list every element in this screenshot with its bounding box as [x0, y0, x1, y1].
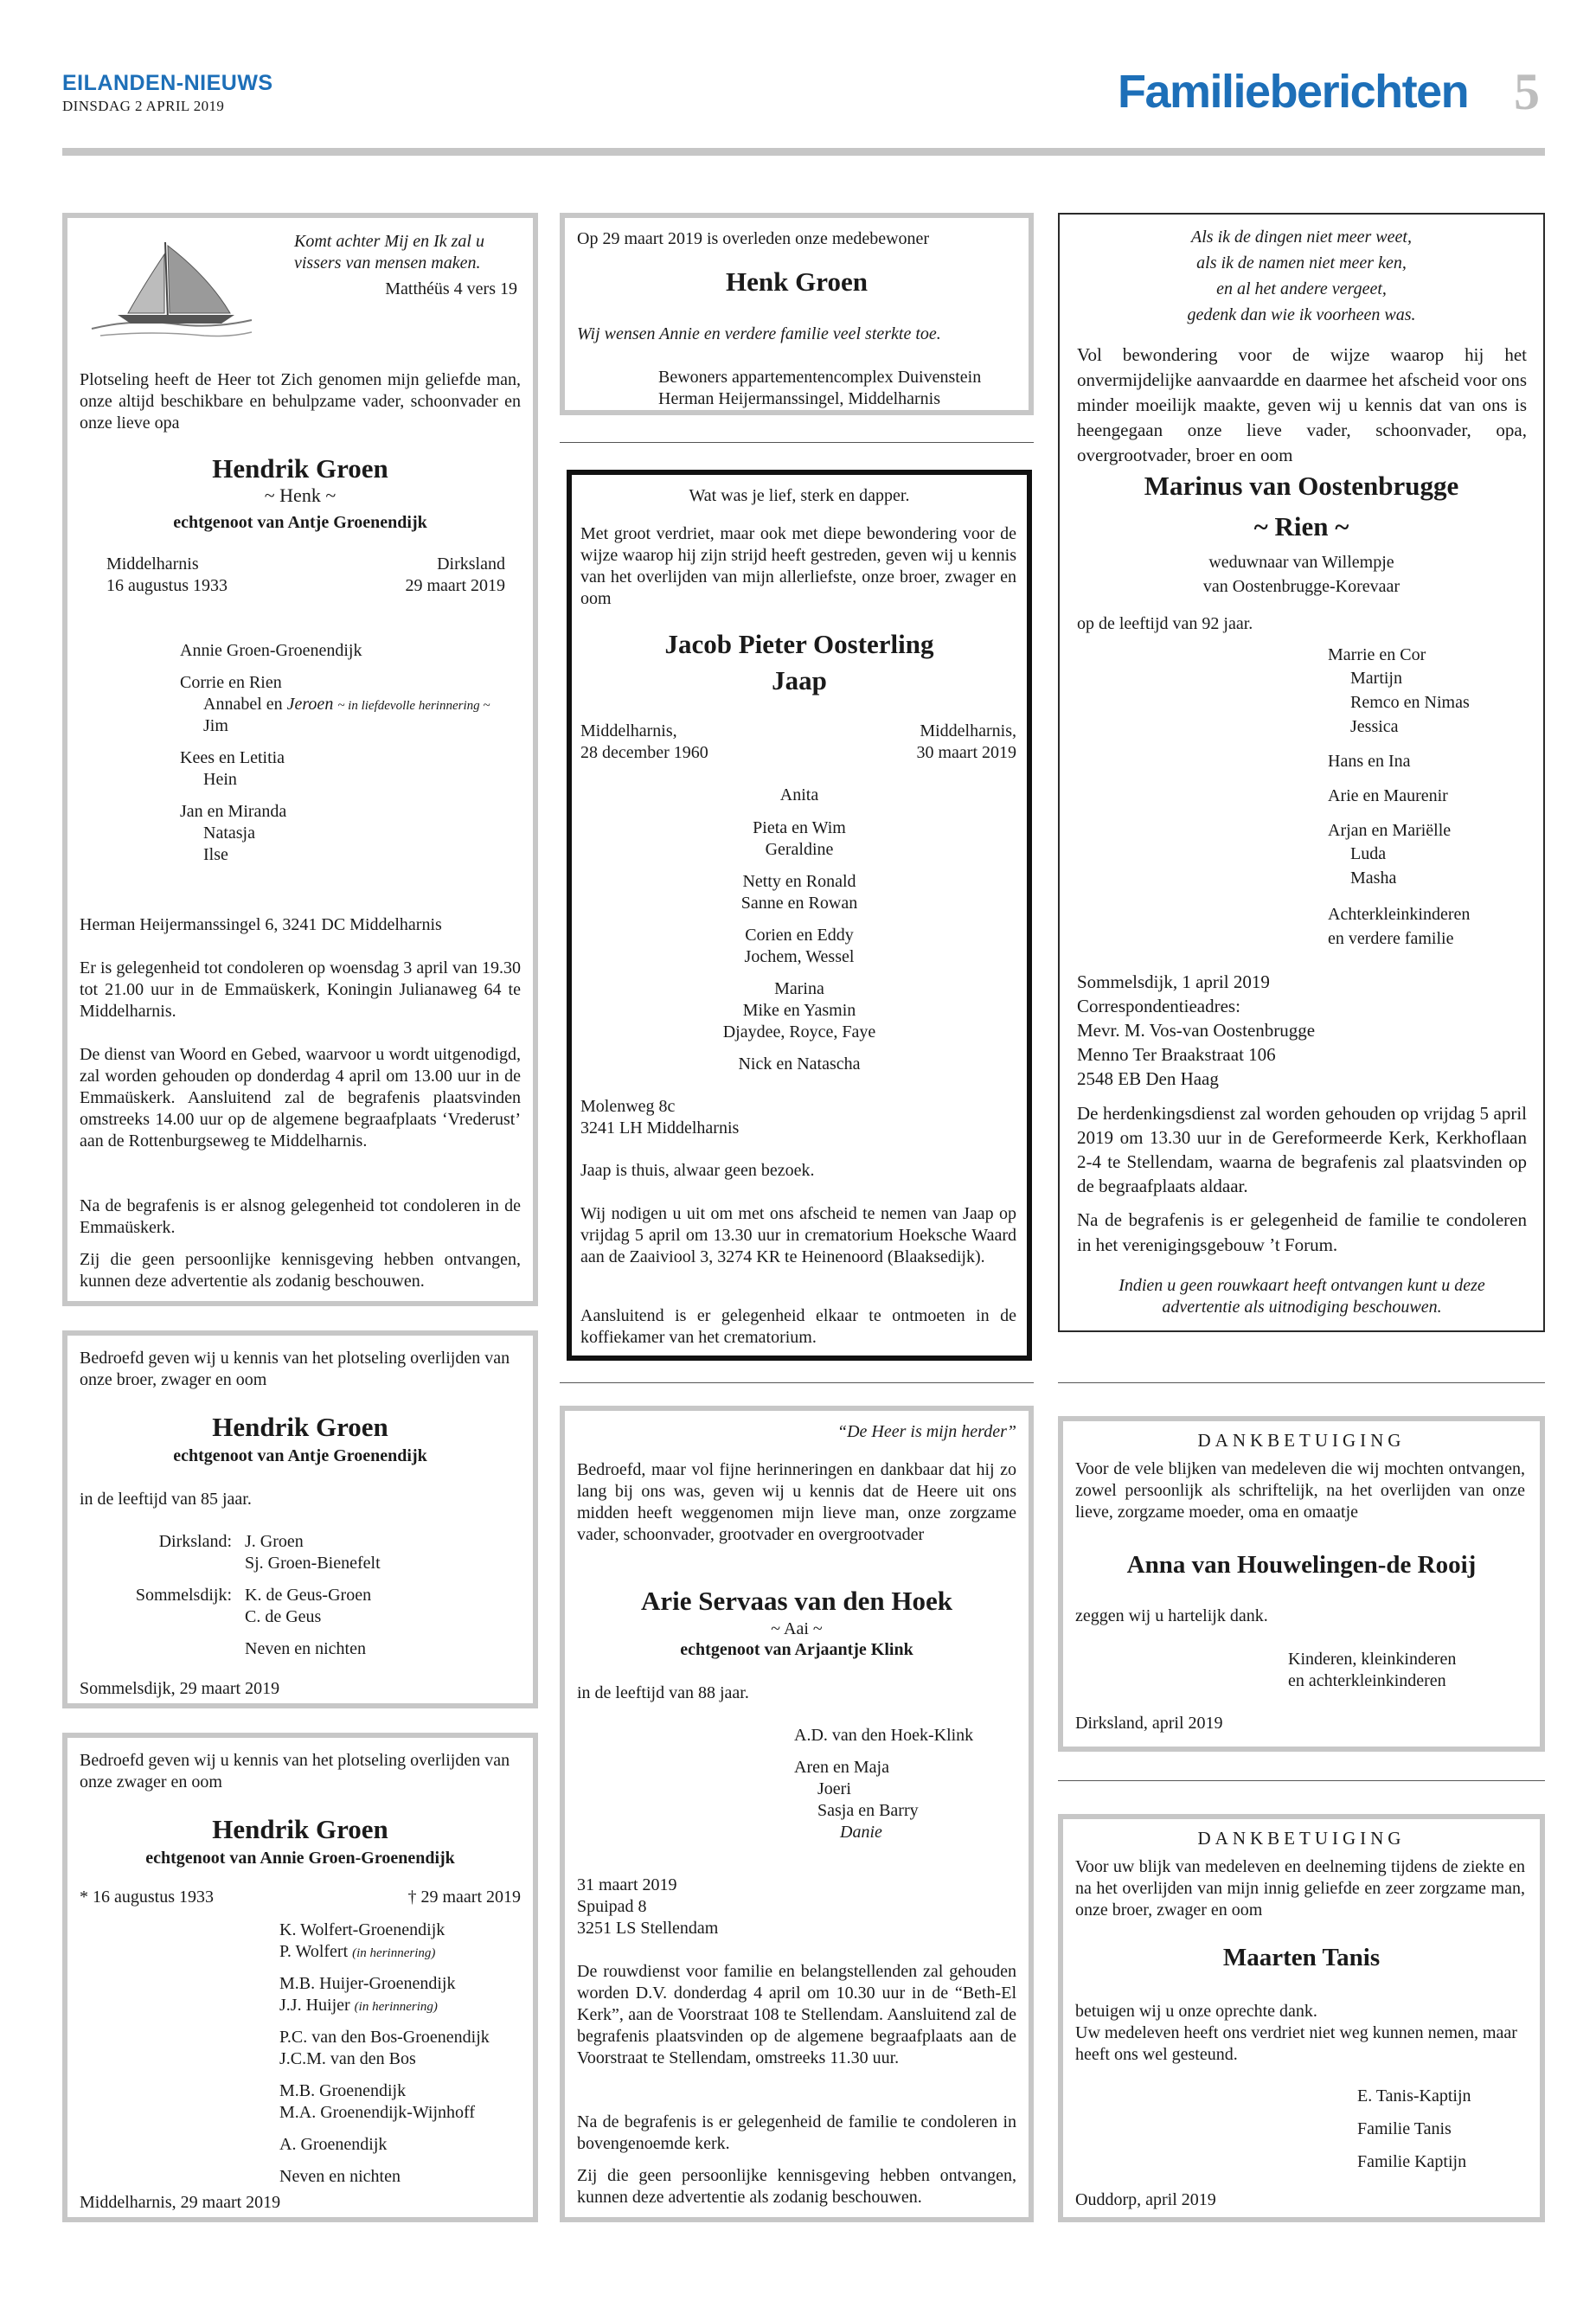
poem-line: als ik de namen niet meer ken,	[1196, 253, 1407, 272]
widower-line: van Oostenbrugge-Korevaar	[1202, 577, 1401, 596]
signature-line: E. Tanis-Kaptijn	[1357, 2086, 1471, 2106]
signature-line: Bewoners appartementencomplex Duivenstein	[658, 368, 982, 387]
place-date: Middelharnis, 29 maart 2019	[80, 2193, 281, 2212]
deceased-name: Marinus van Oostenbrugge	[1144, 471, 1459, 501]
intro-text: Plotseling heeft de Heer tot Zich genomen mijn geliefde man, onze altijd beschikbare en behulpzame vader, schoonvader en onze lieve opa	[80, 370, 521, 433]
family-name: A. Groenendijk	[279, 2135, 388, 2154]
birth-date: 28 december 1960	[580, 743, 708, 762]
death-date: 30 maart 2019	[916, 743, 1016, 762]
family-name: Corrie en Rien	[180, 673, 282, 692]
bible-reference: Matthéüs 4 vers 19	[385, 279, 517, 298]
spouse-line: echtgenoot van Annie Groen-Groenendijk	[145, 1849, 455, 1868]
notice-henk-groen-residents	[560, 213, 1034, 415]
family-name: Annie Groen-Groenendijk	[180, 641, 362, 660]
remembrance-note: (in herinnering)	[352, 1946, 436, 1960]
home-address: 3241 LH Middelharnis	[580, 1118, 740, 1138]
family-name: Aren en Maja	[794, 1758, 889, 1777]
family-name: Kees en Letitia	[180, 748, 285, 767]
section-title: Familieberichten	[1118, 66, 1469, 118]
family-name: A.D. van den Hoek-Klink	[794, 1726, 974, 1745]
condolence-text: Er is gelegenheid tot condoleren op woensdag 3 april van 19.30 tot 21.00 uur in de Emmaüskerk, Koningin Julianaweg 64 te Middelharnis.	[80, 958, 521, 1021]
poem-line: en al het andere vergeet,	[1216, 279, 1387, 298]
nickname: ~ Henk ~	[264, 484, 337, 506]
intro-text: Op 29 maart 2019 is overleden onze medebewoner	[577, 229, 930, 248]
home-address: Herman Heijermanssingel 6, 3241 DC Middelharnis	[80, 915, 442, 934]
family-name: en verdere familie	[1328, 929, 1454, 948]
intro-text: Met groot verdriet, maar ook met diepe bewondering voor de wijze waarop hij zijn strijd heeft gestreden, geven wij u kennis van het overlijden van mijn allerliefste, onze broer, zwager en oom	[580, 524, 1016, 608]
family-name: Sasja en Barry	[817, 1801, 919, 1820]
family-name: Pieta en Wim	[753, 818, 846, 837]
family-name: Jim	[203, 716, 228, 735]
thanks-header: DANKBETUIGING	[1197, 1430, 1406, 1451]
family-name: K. Wolfert-Groenendijk	[279, 1920, 445, 1939]
family-name: Neven en nichten	[279, 2167, 401, 2186]
home-address: Molenweg 8c	[580, 1097, 676, 1116]
service-text: De dienst van Woord en Gebed, waarvoor u wordt uitgenodigd, zal worden gehouden op donderdag 4 april om 13.00 uur in de Emmaüskerk. Aansluitend zal de begrafenis plaatsvinden omstreeks 14.00 uur op de algemene begraafplaats ‘Vrederust’ aan de Rottenburgseweg te Middelharnis.	[80, 1045, 521, 1150]
family-name: Neven en nichten	[245, 1639, 366, 1658]
family-name: Natasja	[203, 824, 255, 843]
family-name: Sj. Groen-Bienefelt	[245, 1554, 381, 1573]
poem-line: gedenk dan wie ik voorheen was.	[1187, 305, 1416, 324]
family-name: J. Groen	[245, 1532, 304, 1551]
remembrance-note: (in herinnering)	[354, 2000, 438, 2014]
intro-text: Bedroefd geven wij u kennis van het plotseling overlijden van onze zwager en oom	[80, 1751, 510, 1791]
deceased-name: Hendrik Groen	[212, 1412, 388, 1442]
family-name: Hans en Ina	[1328, 752, 1411, 771]
family-name: Luda	[1350, 844, 1387, 863]
bible-quote: “De Heer is mijn herder”	[836, 1422, 1016, 1441]
support-text: Uw medeleven heeft ons verdriet niet weg kunnen nemen, maar heeft ons wel gesteund.	[1075, 2023, 1517, 2064]
family-name: Jochem, Wessel	[744, 947, 855, 966]
family-name-part: Jeroen	[286, 695, 334, 714]
condolence-text: Na de begrafenis is er gelegenheid de familie te condoleren in het verenigingsgebouw ’t Forum.	[1077, 1209, 1527, 1255]
family-name: Ilse	[203, 845, 228, 864]
family-name-part: J.J. Huijer	[279, 1996, 350, 2015]
nickname: Jaap	[772, 665, 827, 695]
death-place: Dirksland	[437, 554, 505, 574]
family-name: Geraldine	[765, 840, 834, 859]
family-name: Joeri	[817, 1779, 851, 1798]
family-name: C. de Geus	[245, 1607, 322, 1626]
column-separator	[560, 442, 1034, 443]
obituary-arie-van-den-hoek	[560, 1406, 1034, 2222]
column-separator	[560, 1382, 1034, 1383]
family-name: Anita	[779, 785, 819, 804]
visit-note: Jaap is thuis, alwaar geen bezoek.	[580, 1161, 815, 1180]
deceased-name: Henk Groen	[726, 266, 868, 297]
family-name: Masha	[1350, 868, 1397, 888]
column-separator	[1058, 1382, 1545, 1383]
bible-quote-line-1: Komt achter Mij en Ik zal u	[294, 232, 484, 251]
correspondence-address: 2548 EB Den Haag	[1077, 1068, 1219, 1089]
family-name: Arie en Maurenir	[1328, 786, 1448, 805]
deceased-name: Hendrik Groen	[212, 1814, 388, 1844]
family-name: K. de Geus-Groen	[245, 1586, 372, 1605]
family-name: Corien en Eddy	[745, 926, 854, 945]
intro-text: Voor de vele blijken van medeleven die wij mochten ontvangen, zowel persoonlijk als schriftelijk, na het overlijden van onze lieve, zorgzame moeder, oma en omaatje	[1075, 1459, 1525, 1522]
place-date: Sommelsdijk, 1 april 2019	[1077, 971, 1270, 992]
obituary-marinus-van-oostenbrugge	[1058, 213, 1545, 1332]
newspaper-logo: EILANDEN-NIEUWS	[62, 71, 273, 95]
family-name: Mike en Yasmin	[742, 1001, 856, 1020]
family-name: Djaydee, Royce, Faye	[722, 1022, 876, 1042]
age-line: in de leeftijd van 85 jaar.	[80, 1490, 252, 1509]
place-date: Dirksland, april 2019	[1075, 1714, 1223, 1733]
family-name: Jessica	[1350, 717, 1399, 736]
age-line: in de leeftijd van 88 jaar.	[577, 1683, 749, 1702]
deceased-name: Jacob Pieter Oosterling	[664, 629, 934, 659]
home-address: Spuipad 8	[577, 1897, 647, 1916]
family-name	[279, 1941, 435, 1965]
page-number: 5	[1514, 63, 1540, 120]
column-separator	[1058, 1780, 1545, 1781]
intro-text: Voor uw blijk van medeleven en deelneming tijdens de ziekte en na het overlijden van mijn innig geliefde en zeer zorgzame man, onze broer, zwager en oom	[1075, 1857, 1525, 1920]
place-date: Ouddorp, april 2019	[1075, 2190, 1216, 2209]
birth-place: Middelharnis,	[580, 721, 677, 740]
death-date: 29 maart 2019	[405, 576, 505, 595]
family-place: Sommelsdijk:	[135, 1586, 232, 1605]
family-name: Danie	[840, 1823, 882, 1842]
family-name: Netty en Ronald	[742, 872, 856, 891]
place-date: Sommelsdijk, 29 maart 2019	[80, 1679, 280, 1698]
intro-text: Bedroefd, maar vol fijne herinneringen en dankbaar dat hij zo lang bij ons was, geven wij u kennis dat de Heere uit ons midden heeft weggenomen mijn lieve man, onze zorgzame vader, schoonvader, grootvader en overgrootvader	[577, 1460, 1016, 1544]
spouse-line: echtgenoot van Antje Groenendijk	[173, 1446, 427, 1465]
intro-text: Bedroefd geven wij u kennis van het plotseling overlijden van onze broer, zwager en oom	[80, 1349, 510, 1389]
correspondence-address: Mevr. M. Vos-van Oostenbrugge	[1077, 1020, 1316, 1041]
deceased-name: Maarten Tanis	[1222, 1944, 1381, 1971]
obituary-hendrik-groen-in-laws	[62, 1733, 538, 2222]
sailboat-icon	[83, 234, 256, 346]
family-name: Sanne en Rowan	[740, 894, 858, 913]
family-name	[279, 1995, 438, 2018]
birth-place: Middelharnis	[106, 554, 199, 574]
signature-line: Herman Heijermanssingel, Middelharnis	[658, 389, 941, 408]
family-name: P.C. van den Bos-Groenendijk	[279, 2028, 490, 2047]
thanks-line: zeggen wij u hartelijk dank.	[1075, 1606, 1268, 1625]
deceased-name: Anna van Houwelingen-de Rooij	[1126, 1551, 1477, 1579]
family-name: Marrie en Cor	[1328, 645, 1426, 664]
thanks-maarten-tanis	[1058, 1814, 1545, 2222]
service-text: De rouwdienst voor familie en belangstellenden zal gehouden worden D.V. donderdag 4 april om 10.30 uur in de “Beth-El Kerk”, aan de Voorstraat 108 te Stellendam. Aansluitend zal de begrafenis plaatsvinden op de algemene begraafplaats aan de Voorstraat te Stellendam, omstreeks 11.30 uur.	[577, 1962, 1016, 2067]
signature-line: en achterkleinkinderen	[1288, 1671, 1446, 1690]
signature-line: Familie Kaptijn	[1357, 2152, 1467, 2171]
family-name: Achterkleinkinderen	[1328, 905, 1471, 924]
signature-line: Kinderen, kleinkinderen	[1288, 1650, 1457, 1669]
age-line: op de leeftijd van 92 jaar.	[1077, 614, 1253, 633]
thanks-line: betuigen wij u onze oprechte dank.	[1075, 2002, 1317, 2021]
deceased-name: Arie Servaas van den Hoek	[641, 1586, 952, 1616]
family-name: Marina	[774, 979, 824, 998]
service-text: Wij nodigen u uit om met ons afscheid te nemen van Jaap op vrijdag 5 april om 13.30 uur in crematorium Hoeksche Waard aan de Zaaiviool 3, 3274 KR te Heinenoord (Blaaksedijk).	[580, 1204, 1016, 1266]
nickname: ~ Aai ~	[771, 1619, 823, 1638]
wish-text: Wij wensen Annie en verdere familie veel sterkte toe.	[577, 324, 941, 343]
nickname: ~ Rien ~	[1253, 511, 1349, 542]
notice-text: Zij die geen persoonlijke kennisgeving hebben ontvangen, kunnen deze advertentie als zodanig beschouwen.	[80, 1250, 521, 1291]
obituary-hendrik-groen-siblings	[62, 1330, 538, 1708]
poem-line: Als ik de dingen niet meer weet,	[1191, 228, 1412, 247]
spouse-line: echtgenoot van Antje Groenendijk	[173, 513, 427, 532]
issue-date: DINSDAG 2 APRIL 2019	[62, 98, 225, 114]
death-place: Middelharnis,	[920, 721, 1016, 740]
family-name: Nick en Natascha	[738, 1054, 861, 1074]
family-name: M.A. Groenendijk-Wijnhoff	[279, 2103, 476, 2122]
home-address: 3251 LS Stellendam	[577, 1919, 719, 1938]
after-funeral-text: Na de begrafenis is er alsnog gelegenheid tot condoleren in de Emmaüskerk.	[80, 1196, 521, 1237]
reception-text: Aansluitend is er gelegenheid elkaar te ontmoeten in de koffiekamer van het crematorium.	[580, 1306, 1016, 1347]
spouse-line: echtgenoot van Arjaantje Klink	[680, 1640, 913, 1659]
correspondence-address: Menno Ter Braakstraat 106	[1077, 1044, 1276, 1065]
notice-text: Indien u geen rouwkaart heeft ontvangen kunt u deze advertentie als uitnodiging beschouwen.	[1118, 1276, 1485, 1317]
family-name: Martijn	[1350, 669, 1402, 688]
family-name-part: Annabel en	[203, 695, 283, 714]
family-name: J.C.M. van den Bos	[279, 2049, 416, 2068]
obituary-jacob-oosterling	[567, 470, 1032, 1361]
birth-date: * 16 augustus 1933	[80, 1888, 214, 1907]
family-name: M.B. Huijer-Groenendijk	[279, 1974, 456, 1993]
notice-text: Zij die geen persoonlijke kennisgeving hebben ontvangen, kunnen deze advertentie als zodanig beschouwen.	[577, 2166, 1016, 2207]
birth-date: 16 augustus 1933	[106, 576, 228, 595]
header-rule	[62, 148, 1545, 156]
family-name: M.B. Groenendijk	[279, 2081, 407, 2100]
death-date: † 29 maart 2019	[407, 1888, 521, 1907]
family-name: Remco en Nimas	[1350, 693, 1470, 712]
condolence-text: Na de begrafenis is er gelegenheid de familie te condoleren in bovengenoemde kerk.	[577, 2112, 1016, 2153]
thanks-anna-van-houwelingen	[1058, 1416, 1545, 1752]
motto: Wat was je lief, sterk en dapper.	[689, 486, 910, 505]
date-line: 31 maart 2019	[577, 1875, 677, 1894]
family-name: Arjan en Mariëlle	[1328, 821, 1452, 840]
intro-text: Vol bewondering voor de wijze waarop hij het onvermijdelijke aanvaardde en daarmee het afscheid voor ons minder moeilijk maakte, geven wij u kennis dat van ons is heengegaan onze lieve vader, schoonvader, opa, overgrootvader, broer en oom	[1077, 344, 1527, 465]
thanks-header: DANKBETUIGING	[1197, 1828, 1406, 1849]
service-text: De herdenkingsdienst zal worden gehouden op vrijdag 5 april 2019 om 13.30 uur in de Gereformeerde Kerk, Kerkhoflaan 2-4 te Stellendam, waarna de begrafenis zal plaatsvinden op de begraafplaats aldaar.	[1077, 1103, 1527, 1196]
family-place: Dirksland:	[158, 1532, 232, 1551]
family-name: Hein	[203, 770, 237, 789]
family-name-part: P. Wolfert	[279, 1942, 349, 1961]
widower-line: weduwnaar van Willempje	[1208, 553, 1394, 572]
correspondence-label: Correspondentieadres:	[1077, 996, 1240, 1016]
family-name	[203, 694, 490, 717]
signature-line: Familie Tanis	[1357, 2119, 1452, 2138]
deceased-name: Hendrik Groen	[212, 453, 388, 484]
remembrance-note: ~ in liefdevolle herinnering ~	[337, 699, 490, 713]
obituary-hendrik-groen-family	[62, 213, 538, 1306]
bible-quote-line-2: vissers van mensen maken.	[294, 253, 481, 272]
family-name: Jan en Miranda	[180, 802, 287, 821]
